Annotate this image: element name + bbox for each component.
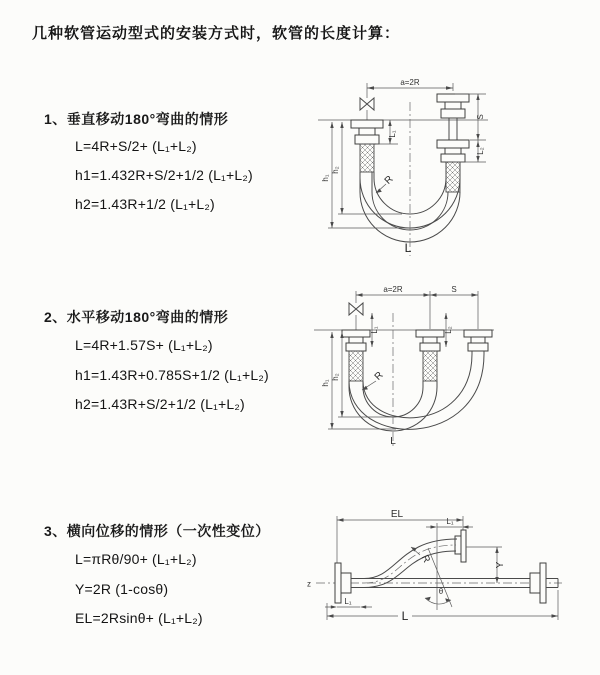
dim-el [337,509,463,563]
dim-label-s: S [451,285,457,294]
dim-label-L: L [401,609,409,623]
upper-flange [455,530,466,562]
dim-label-h2: h₂ [331,373,340,381]
diagram-horizontal-180-bend [308,283,598,463]
right-fitting-upper [437,94,469,140]
dim-label-s: S [476,114,485,120]
section3-formula-L: L=πRθ/90+ (L₁+L₂) [75,551,197,567]
braid-section [360,144,374,172]
dim-label-h2: h₂ [331,166,340,174]
dim-label-theta: θ [438,587,444,596]
section3-formula-EL: EL=2Rsinθ+ (L₁+L₂) [75,610,203,626]
radius-callout [411,547,452,607]
dim-l1 [370,313,379,347]
section2-formula-h1: h1=1.43R+0.785S+1/2 (L₁+L₂) [75,367,269,383]
left-fitting [342,330,370,381]
braid-section [349,351,363,381]
section1-formula-L: L=4R+S/2+ (L₁+L₂) [75,138,197,154]
section2-formula-h2: h2=1.43R+S/2+1/2 (L₁+L₂) [75,396,245,412]
dim-label-L: L [404,241,412,255]
dim-label-r: R [382,173,396,187]
page-title: 几种软管运动型式的安装方式时，软管的长度计算： [32,25,401,42]
section3-formula-Y: Y=2R (1-cosθ) [75,581,169,597]
dim-label-l1: L₁ [388,130,397,138]
right-fitting-lower [437,140,469,192]
diagram-vertical-180-bend [310,70,595,260]
right-fitting [464,330,492,354]
radius-callout [362,370,386,390]
dim-label-l1: L₁ [370,326,379,334]
section3-heading: 3、横向位移的情形（一次性变位） [44,523,270,539]
dim-label-r: R [418,553,432,565]
dim-label-l1-top: L₁ [446,517,454,526]
dim-label-h1: h₁ [321,379,330,387]
dim-label-l2: L₂ [476,147,485,155]
dim-label-a2r: a=2R [383,285,403,294]
section2-formula-L: L=4R+1.57S+ (L₁+L₂) [75,337,213,353]
dim-label-h1: h₁ [321,174,330,182]
dim-label-y: Y [495,561,506,569]
dim-label-l2: L₂ [444,326,453,334]
centerline-mark: z [307,579,311,589]
dim-l1-bottom [325,597,372,609]
section1-formula-h1: h1=1.432R+S/2+1/2 (L₁+L₂) [75,167,253,183]
dim-label-r: R [372,369,386,383]
diagram-lateral-displacement [300,503,600,648]
section1-formula-h2: h2=1.43R+1/2 (L₁+L₂) [75,196,215,212]
valve-icon [349,301,363,330]
hose-curves [349,354,484,431]
radius-callout [376,174,396,193]
dim-l2 [444,313,453,347]
middle-fitting [416,330,444,381]
braid-section [423,351,437,381]
hose-s-curve [364,539,457,588]
dim-width-a2r [356,285,478,329]
dim-label-L: L [390,436,396,447]
section1-heading: 1、垂直移动180°弯曲的情形 [44,111,229,127]
braid-section [446,162,460,192]
dim-label-a2r: a=2R [400,78,420,87]
valve-icon [360,97,374,120]
dim-label-el: EL [390,509,404,520]
dim-label-l1-bottom: L₁ [344,597,352,606]
section2-heading: 2、水平移动180°弯曲的情形 [44,309,229,325]
left-fitting [351,120,383,172]
dim-y [466,547,506,583]
